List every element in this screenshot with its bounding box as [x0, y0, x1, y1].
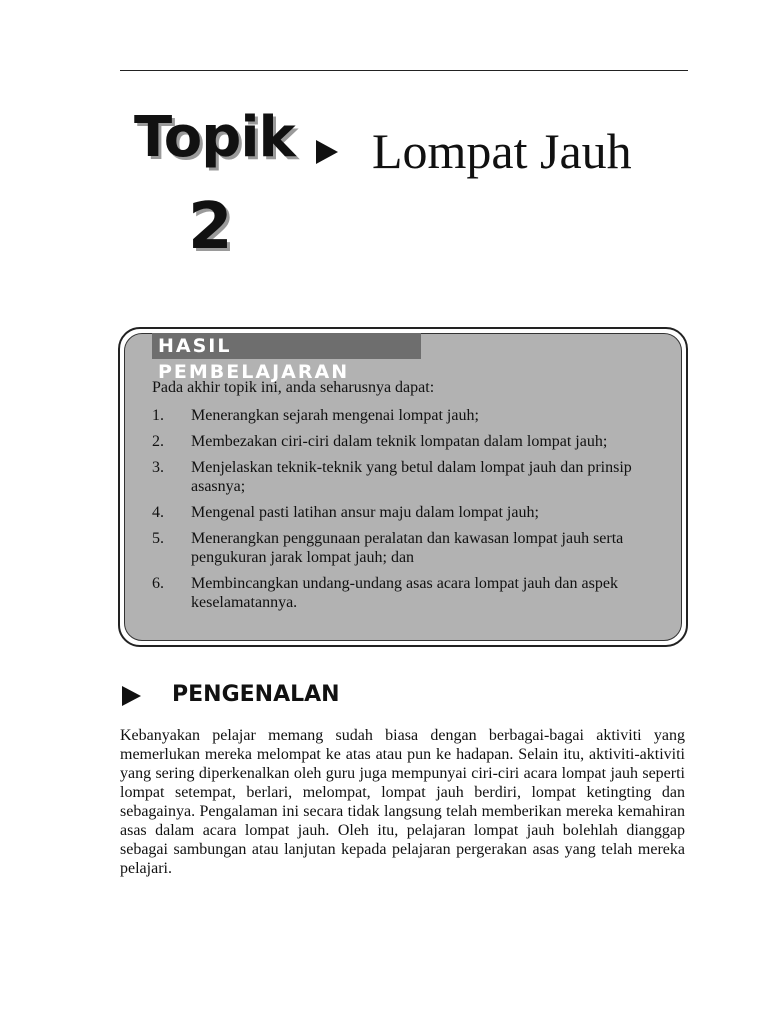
list-item-text: Menjelaskan teknik-teknik yang betul dalam lompat jauh dan prinsip asasnya;: [191, 459, 632, 495]
topic-label: Topik: [134, 105, 295, 170]
learning-outcomes-heading: HASIL PEMBELAJARAN: [152, 333, 421, 359]
list-item: [152, 574, 672, 612]
list-item-number: 4.: [152, 504, 164, 521]
list-item-text: Mengenal pasti latihan ansur maju dalam lompat jauh;: [191, 504, 539, 521]
triangle-right-icon: [316, 140, 338, 164]
list-item-number: 6.: [152, 575, 164, 592]
topic-number: 2: [188, 190, 233, 264]
list-item: [152, 406, 672, 425]
section-heading: PENGENALAN: [172, 682, 340, 707]
list-item: [152, 458, 672, 496]
list-item-text: Membezakan ciri-ciri dalam teknik lompatan dalam lompat jauh;: [191, 433, 608, 450]
list-item-number: 2.: [152, 433, 164, 450]
list-item-number: 1.: [152, 407, 164, 424]
chapter-title: Lompat Jauh: [372, 123, 632, 179]
list-item: [152, 432, 672, 451]
intro-paragraph: Kebanyakan pelajar memang sudah biasa dengan berbagai-bagai aktiviti yang memerlukan mereka melompat ke atas atau pun ke hadapan. Selain itu, aktiviti-aktiviti yang sering diperkenalkan oleh guru juga mempunyai ciri-ciri acara lompat jauh seperti lompat setempat, berlari, melompat, lompat jauh berdiri, lompat ketingting dan sebagainya. Pengalaman ini secara tidak langsung telah memberikan mereka kemahiran asas dalam acara lompat jauh. Oleh itu, pelajaran lompat jauh bolehlah dianggap sebagai sambungan atau lanjutan kepada pelajaran pergerakan asas yang telah mereka pelajari.: [120, 727, 685, 877]
list-item-number: 3.: [152, 459, 164, 476]
list-item-text: Menerangkan sejarah mengenai lompat jauh;: [191, 407, 479, 424]
top-rule: [120, 70, 688, 71]
list-item-number: 5.: [152, 530, 164, 547]
list-item: [152, 529, 672, 567]
learning-outcomes-list: [152, 406, 672, 619]
list-item: [152, 503, 672, 522]
triangle-right-icon: [122, 686, 141, 706]
learning-outcomes-intro: Pada akhir topik ini, anda seharusnya dapat:: [152, 379, 435, 396]
list-item-text: Menerangkan penggunaan peralatan dan kawasan lompat jauh serta pengukuran jarak lompat jauh; dan: [191, 530, 624, 566]
list-item-text: Membincangkan undang-undang asas acara lompat jauh dan aspek keselamatannya.: [191, 575, 618, 611]
